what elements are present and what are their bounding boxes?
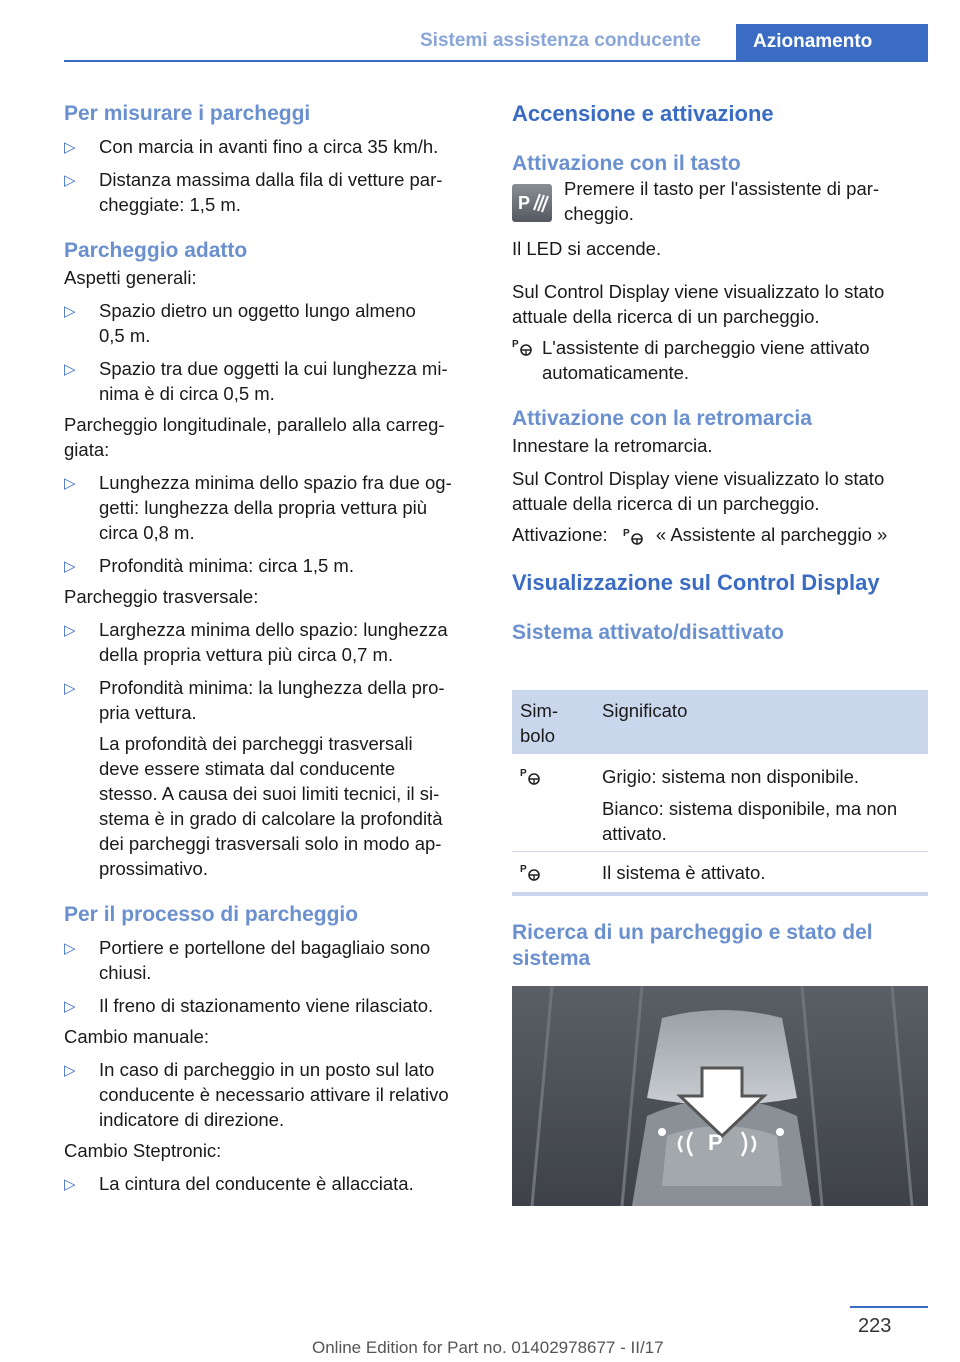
- triangle-bullet-icon: ▷: [64, 680, 76, 697]
- list-item: ▷ In caso di parcheggio in un posto sul lato conducente è necessario attivare il relativo indicatore di direzione.: [64, 1059, 449, 1130]
- svg-text:P: P: [520, 768, 527, 779]
- running-header-section: Sistemi assistenza conducente: [420, 30, 701, 51]
- park-assist-button-icon: [512, 184, 552, 222]
- steptronic-label: Cambio Steptronic:: [64, 1140, 222, 1161]
- list-item: ▷ Spazio dietro un oggetto lungo almeno 0,5 m.: [64, 300, 416, 346]
- reverse-text: Innestare la retromarcia.: [512, 435, 713, 456]
- svg-text:P: P: [520, 864, 527, 875]
- table-header: [512, 690, 928, 754]
- heading-display: Visualizzazione sul Control Display: [512, 570, 880, 595]
- auto-activation-text: P L'assistente di parcheggio viene attivato automaticamente.: [512, 337, 870, 383]
- heading-reverse: Attivazione con la retromarcia: [512, 407, 812, 430]
- svg-text:P: P: [622, 528, 630, 540]
- display-text-1: Sul Control Display viene visualizzato lo stato attuale della ricerca di un parcheggio.: [512, 281, 885, 327]
- meaning-active: Il sistema è attivato.: [602, 862, 766, 883]
- heading-button: Attivazione con il tasto: [512, 152, 741, 175]
- list-item: ▷ Lunghezza minima dello spazio fra due og- getti: lunghezza della propria vettura più circa 0,8 m.: [64, 472, 452, 543]
- list-item: ▷ Larghezza minima dello spazio: lunghezza della propria vettura più circa 0,7 m.: [64, 619, 448, 665]
- status-table: [512, 690, 928, 896]
- left-column: [64, 100, 478, 1196]
- manual-label: Cambio manuale:: [64, 1026, 209, 1047]
- table-end-rule: [512, 892, 928, 896]
- parking-display-illustration: [512, 986, 928, 1206]
- triangle-bullet-icon: ▷: [64, 139, 76, 156]
- header-rule: [64, 60, 928, 62]
- list-item: ▷ Con marcia in avanti fino a circa 35 km/h.: [64, 134, 478, 159]
- right-column: [512, 100, 928, 647]
- triangle-bullet-icon: ▷: [64, 172, 76, 189]
- triangle-bullet-icon: ▷: [64, 558, 76, 575]
- list-item: ▷ Distanza massima dalla fila di vetture par- cheggiate: 1,5 m.: [64, 169, 443, 215]
- list-item: ▷ La cintura del conducente è allacciata.: [64, 1171, 478, 1196]
- triangle-bullet-icon: ▷: [64, 1062, 76, 1079]
- footer-edition: Online Edition for Part no. 01402978677 - II/17: [312, 1338, 664, 1357]
- longitudinal-label: Parcheggio longitudinale, parallelo alla carreg- giata:: [64, 414, 445, 460]
- heading-activation: Accensione e attivazione: [512, 101, 774, 126]
- triangle-bullet-icon: ▷: [64, 475, 76, 492]
- display-text-2: Sul Control Display viene visualizzato lo stato attuale della ricerca di un parcheggio.: [512, 468, 885, 514]
- list-item: ▷ Il freno di stazionamento viene rilasciato.: [64, 993, 478, 1018]
- list-item: ▷ Spazio tra due oggetti la cui lunghezza mi- nima è di circa 0,5 m.: [64, 358, 448, 404]
- triangle-bullet-icon: ▷: [64, 303, 76, 320]
- triangle-bullet-icon: ▷: [64, 622, 76, 639]
- triangle-bullet-icon: ▷: [64, 361, 76, 378]
- heading-status: Sistema attivato/disattivato: [512, 621, 784, 644]
- meaning-unavailable: Grigio: sistema non disponibile.: [602, 766, 860, 787]
- button-instruction: P Premere il tasto per l'assistente di par- cheggio.: [512, 184, 928, 236]
- park-assist-active-icon: [520, 862, 542, 882]
- triangle-bullet-icon: ▷: [64, 1176, 76, 1193]
- triangle-bullet-icon: ▷: [64, 998, 76, 1015]
- list-item: ▷ Profondità minima: circa 1,5 m.: [64, 553, 478, 578]
- transverse-label: Parcheggio trasversale:: [64, 586, 259, 607]
- heading-suitable: Parcheggio adatto: [64, 239, 248, 262]
- list-item: ▷ Profondità minima: la lunghezza della pro- pria vettura.: [64, 677, 445, 723]
- park-assist-grey-icon: [520, 766, 542, 786]
- heading-search: Ricerca di un parcheggio e stato del sistema: [512, 921, 873, 970]
- meaning-available: Bianco: sistema disponibile, ma non attivato.: [602, 798, 898, 844]
- footer-rule: [850, 1306, 928, 1308]
- led-text: Il LED si accende.: [512, 238, 662, 259]
- svg-text:P: P: [708, 1130, 723, 1155]
- heading-process: Per il processo di parcheggio: [64, 903, 359, 926]
- transverse-note: La profondità dei parcheggi trasversali deve essere stimata dal conducente stesso. A causa dei suoi limiti tecnici, il si- stema è in grado di calcolare la profondità dei parcheggi trasversali solo in modo ap- prossimativo.: [99, 733, 443, 879]
- heading-measure: Per misurare i parcheggi: [64, 102, 311, 125]
- running-header-tab: Azionamento: [736, 24, 928, 62]
- triangle-bullet-icon: ▷: [64, 940, 76, 957]
- park-assist-icon: [512, 337, 534, 357]
- park-assist-icon: [623, 526, 645, 546]
- column-meaning: Significato: [602, 700, 688, 721]
- list-item: ▷ Portiere e portellone del bagagliaio sono chiusi.: [64, 937, 431, 983]
- svg-text:P: P: [512, 339, 519, 350]
- column-symbol: Sim- bolo: [520, 700, 559, 746]
- table-row: [512, 852, 928, 892]
- general-label: Aspetti generali:: [64, 267, 197, 288]
- activation-line: Attivazione: P « Assistente al parcheggio »: [512, 524, 888, 545]
- svg-text:P: P: [518, 193, 531, 213]
- page-number: 223: [858, 1315, 892, 1337]
- table-row: [512, 754, 928, 852]
